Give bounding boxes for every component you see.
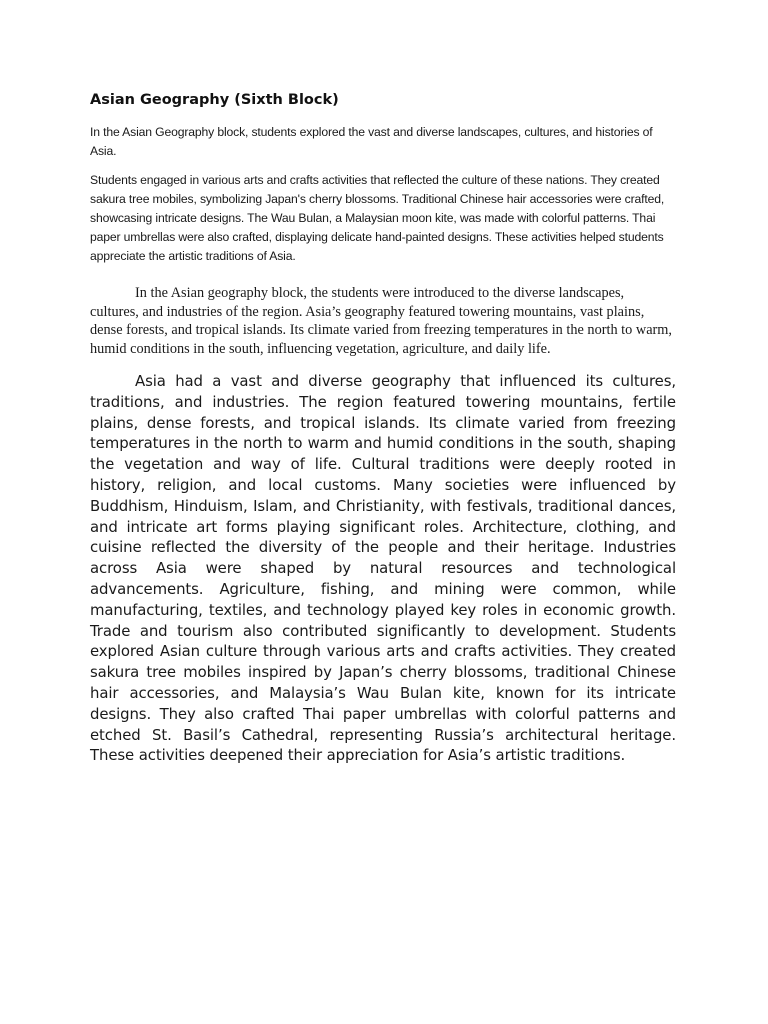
intro-paragraph: In the Asian Geography block, students explored the vast and diverse landscapes, cultures, and histories of Asia. xyxy=(90,125,653,158)
geography-paragraph: In the Asian geography block, the students were introduced to the diverse landscapes, cultures, and industries of the region. Asia’s geography featured towering mountains, vast plains, dense forests, and tropical islands. Its climate varied from freezing temperatures in the north to warm, humid conditions in the south, influencing vegetation, agriculture, and daily life. xyxy=(90,285,673,357)
page-title: Asian Geography (Sixth Block) xyxy=(90,92,339,108)
summary-paragraph: Asia had a vast and diverse geography that influenced its cultures, traditions, and industries. The region featured towering mountains, fertile plains, dense forests, and tropical islands. Its climate varied from freezing temperatures in the north to warm and humid conditions in the south, shaping the vegetation and way of life. Cultural traditions were deeply rooted in history, religion, and local customs. Many societies were influenced by Buddhism, Hinduism, Islam, and Christianity, with festivals, traditional dances, and intricate art forms playing significant roles. Architecture, clothing, and cuisine reflected the diversity of the people and their heritage. Industries across Asia were shaped by natural resources and technological advancements. Agriculture, fishing, and mining were common, while manufacturing, textiles, and technology played key roles in economic growth. Trade and tourism also contributed significantly to development. Students explored Asian culture through various arts and crafts activities. They created sakura tree mobiles inspired by Japan’s cherry blossoms, traditional Chinese hair accessories, and Malaysia’s Wau Bulan kite, known for its intricate designs. They also crafted Thai paper umbrellas with colorful patterns and etched St. Basil’s Cathedral, representing Russia’s architectural heritage. These activities deepened their appreciation for Asia’s artistic traditions. xyxy=(90,372,676,765)
crafts-paragraph: Students engaged in various arts and crafts activities that reflected the culture of these nations. They created sakura tree mobiles, symbolizing Japan's cherry blossoms. Traditional Chinese hair accessories were crafted, showcasing intricate designs. The Wau Bulan, a Malaysian moon kite, was made with colorful patterns. Thai paper umbrellas were also crafted, displaying delicate hand-painted designs. These activities helped students appreciate the artistic traditions of Asia. xyxy=(90,173,665,263)
